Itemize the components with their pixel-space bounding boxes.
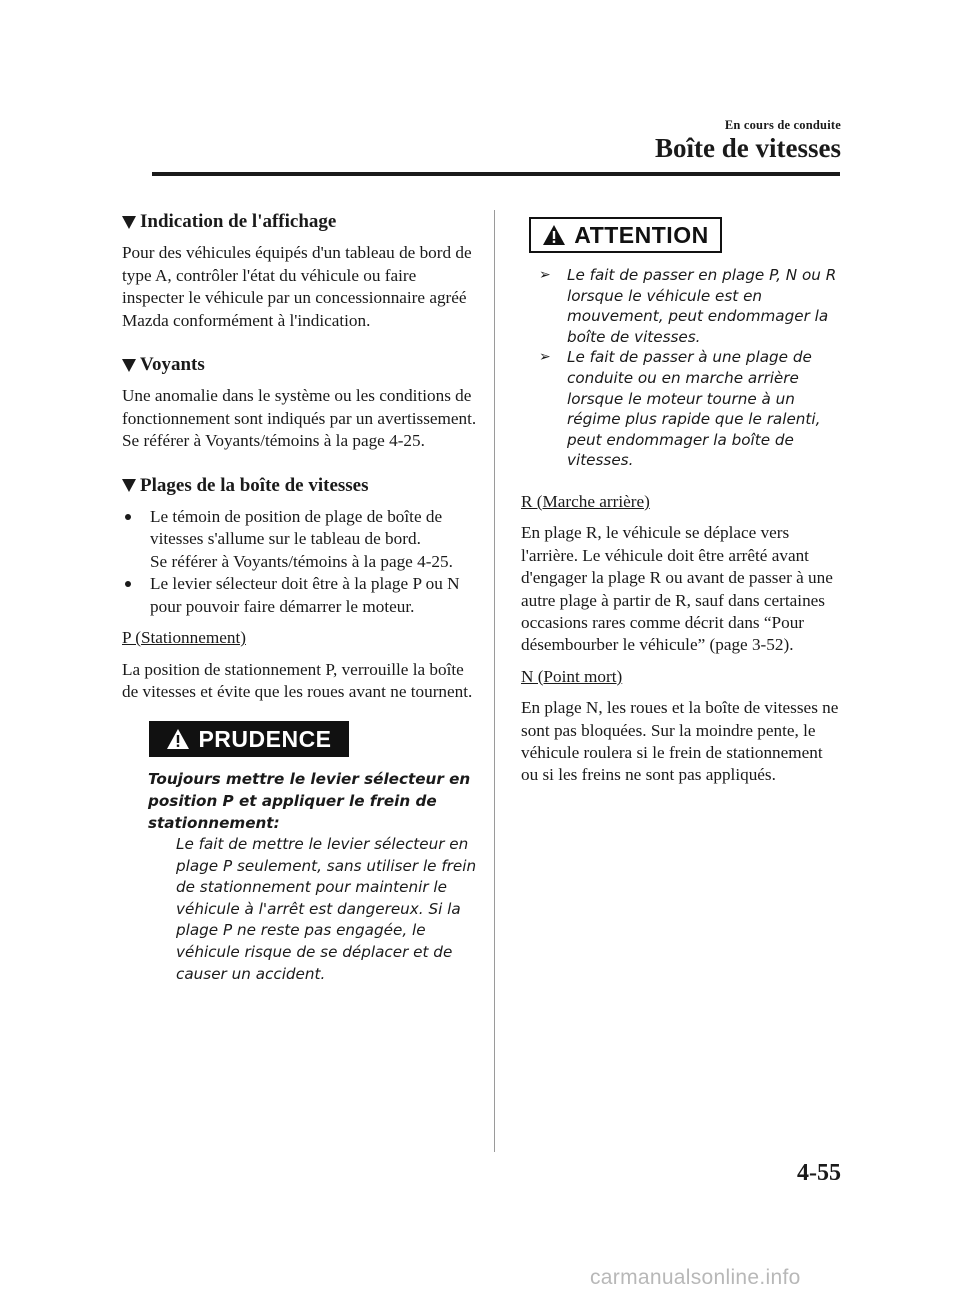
bullet-dot-icon xyxy=(125,581,131,587)
arrow-bullet-icon: ➢ xyxy=(539,349,551,366)
triangle-bullet-icon xyxy=(122,359,136,372)
page-number: 4-55 xyxy=(797,1160,841,1186)
caution-text xyxy=(148,769,480,985)
attention-list xyxy=(539,265,843,471)
arrow-bullet-icon: ➢ xyxy=(539,267,551,283)
watermark: carmanualsonline.info xyxy=(590,1266,801,1289)
header-rule xyxy=(152,172,840,176)
bullet-list xyxy=(122,506,480,618)
right-column xyxy=(521,211,843,787)
subheading-n: N (Point mort) xyxy=(521,666,623,686)
left-column xyxy=(122,211,480,985)
list-item: Le levier sélecteur doit être à la plage P ou N pour pouvoir faire démarrer le moteur. xyxy=(122,573,480,618)
caution-lead: Toujours mettre le levier sélecteur en position P et appliquer le frein de stationnement: xyxy=(148,770,471,832)
section-heading-plages: Plages de la boîte de vitesses xyxy=(122,475,480,497)
subheading-r: R (Marche arrière) xyxy=(521,491,650,511)
caution-banner: PRUDENCE xyxy=(149,721,349,757)
paragraph: En plage N, les roues et la boîte de vitesses ne sont pas bloquées. Sur la moindre pente, le véhicule roulera si le frein de stationnement ou si les freins ne sont pas appliqués. xyxy=(521,698,839,785)
list-item: ➢ Le fait de passer en plage P, N ou R lorsque le véhicule est en mouvement, peut endommager la boîte de vitesses. xyxy=(539,266,837,346)
column-divider xyxy=(494,210,495,1152)
list-item: ➢ Le fait de passer à une plage de conduite ou en marche arrière lorsque le moteur tourne à un régime plus rapide que le ralenti, peut endommager la boîte de vitesses. xyxy=(539,348,821,470)
paragraph: En plage R, le véhicule se déplace vers l'arrière. Le véhicule doit être arrêté avant d'engager la plage R ou avant de passer à une autre plage à partir de R, sauf dans certaines occasions rares comme décrit dans “Pour désembourber le véhicule” (page 3-52). xyxy=(521,523,833,655)
paragraph: Une anomalie dans le système ou les conditions de fonctionnement sont indiqués par un avertissement. xyxy=(122,386,477,428)
warning-icon xyxy=(166,728,190,750)
warning-icon xyxy=(542,224,566,246)
paragraph: La position de stationnement P, verrouille la boîte de vitesses et évite que les roues avant ne tournent. xyxy=(122,659,473,701)
bullet-dot-icon xyxy=(125,514,131,520)
triangle-bullet-icon xyxy=(122,479,136,492)
section-heading-voyants: Voyants xyxy=(122,354,480,376)
list-item: Le témoin de position de plage de boîte de vitesses s'allume sur le tableau de bord. Se référer à Voyants/témoins à la page 4-25. xyxy=(122,506,480,573)
subheading-p: P (Stationnement) xyxy=(122,628,246,648)
section-heading-affichage: Indication de l'affichage xyxy=(122,211,480,233)
section-label: En cours de conduite xyxy=(724,118,841,132)
caution-body: Le fait de mettre le levier sélecteur en plage P seulement, sans utiliser le frein de stationnement pour maintenir le véhicule à l'arrêt est dangereux. Si la plage P ne reste pas engagée, le véhicule risque de se déplacer et de causer un accident. xyxy=(176,835,477,983)
page-title: Boîte de vitesses xyxy=(655,133,841,163)
paragraph: Pour des véhicules équipés d'un tableau de bord de type A, contrôler l'état du véhicule ou faire inspecter le véhicule par un concessionnaire agréé Mazda conformément à l'indication. xyxy=(122,243,472,330)
attention-banner: ATTENTION xyxy=(529,217,722,253)
cross-reference: Se référer à Voyants/témoins à la page 4-25. xyxy=(122,431,425,451)
triangle-bullet-icon xyxy=(122,216,136,229)
cross-reference: Se référer à Voyants/témoins à la page 4-25. xyxy=(150,551,453,571)
